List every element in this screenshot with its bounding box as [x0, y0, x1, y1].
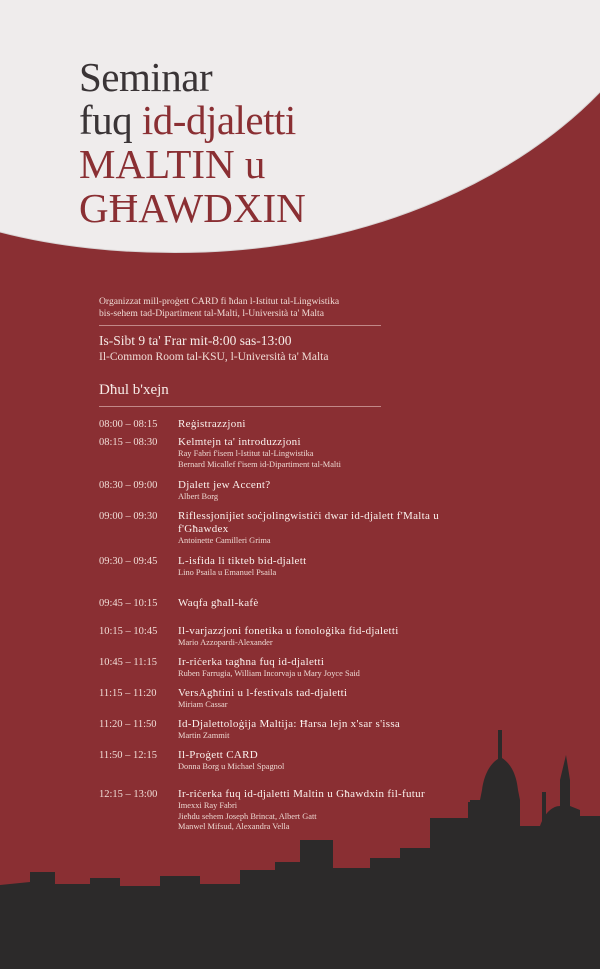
program-title: Djalett jew Accent? [178, 479, 271, 491]
program-description [178, 788, 478, 833]
program-description [178, 418, 478, 431]
program-time: 08:15 – 08:30 [99, 437, 158, 448]
title-line-3-main: MALTIN [79, 141, 235, 187]
program-time: 11:15 – 11:20 [99, 688, 157, 699]
program-title: Il-varjazzjoni fonetika u fonoloġika fid-djaletti [178, 625, 399, 637]
program-description [178, 749, 478, 773]
program-speaker: Donna Borg u Michael Spagnol [178, 762, 285, 771]
event-venue: Il-Common Room tal-KSU, l-Università ta' Malta [99, 351, 329, 363]
title-line-3 [79, 142, 306, 186]
title-line-1: Seminar [79, 54, 213, 100]
title-line-4: GĦAWDXIN [79, 185, 306, 231]
program-description [178, 510, 478, 547]
program-title: Il-Proġett CARD [178, 749, 258, 761]
admission-note: Dħul b'xejn [99, 382, 169, 398]
program-title: Ir-riċerka fuq id-djaletti Maltin u Għawdxin fil-futur [178, 788, 425, 800]
program-time: 10:45 – 11:15 [99, 657, 157, 668]
program-speaker: Imexxi Ray Fabri [178, 801, 238, 810]
program-title: VersAgħtini u l-festivals tad-djaletti [178, 687, 348, 699]
program-speaker: Albert Borg [178, 492, 219, 501]
program-speaker: Antoinette Camilleri Grima [178, 536, 271, 545]
program-time: 09:30 – 09:45 [99, 556, 158, 567]
program-description [178, 656, 478, 680]
program-speaker: Bernard Micallef f'isem id-Dipartiment tal-Malti [178, 459, 341, 469]
event-date: Is-Sibt 9 ta' Frar mit-8:00 sas-13:00 [99, 333, 292, 348]
program-speaker: Martin Zammit [178, 731, 230, 740]
program-description [178, 687, 478, 711]
program-speaker: Miriam Cassar [178, 700, 228, 709]
title-line-2 [79, 99, 306, 142]
program-title: Id-Djalettoloġija Maltija: Ħarsa lejn x'sar s'issa [178, 718, 401, 730]
divider [99, 406, 381, 407]
program-title: Riflessjonijiet soċjolingwistiċi dwar id-djalett f'Malta u f'Għawdex [178, 510, 440, 535]
program-time: 09:45 – 10:15 [99, 598, 158, 609]
program-title: Reġistrazzjoni [178, 418, 246, 430]
title-line-3-conj: u [234, 141, 266, 187]
program-description [178, 625, 478, 649]
program-title: Waqfa għall-kafè [178, 597, 259, 609]
program-time: 11:20 – 11:50 [99, 719, 157, 730]
title-line-2-prefix: fuq [79, 97, 142, 143]
program-description [178, 479, 478, 503]
program-speaker: Ruben Farrugia, William Incorvaja u Mary Joyce Said [178, 669, 360, 678]
program-time: 08:00 – 08:15 [99, 419, 158, 430]
program-time: 09:00 – 09:30 [99, 511, 158, 522]
program-title: Ir-riċerka tagħna fuq id-djaletti [178, 656, 325, 668]
seminar-title [79, 56, 306, 230]
program-speaker: Ray Fabri f'isem l-Istitut tal-Lingwistika [178, 449, 314, 458]
program-title: Kelmtejn ta' introduzzjoni [178, 436, 301, 448]
program-description [178, 597, 478, 610]
program-time: 08:30 – 09:00 [99, 480, 158, 491]
program-description [178, 436, 478, 470]
program-speaker: Lino Psaila u Emanuel Psaila [178, 568, 277, 577]
title-line-2-accent: id-djaletti [141, 97, 296, 143]
program-speaker: Jieħdu sehem Joseph Brincat, Albert Gatt [178, 811, 317, 821]
organizers-line-1: Organizzat mill-proġett CARD fi ħdan l-Istitut tal-Lingwistika [99, 296, 340, 307]
organizers [99, 296, 381, 320]
program-speaker: Mario Azzopardi-Alexander [178, 638, 273, 647]
program-description [178, 718, 478, 742]
program-description [178, 555, 478, 579]
organizers-line-2: bis-sehem tad-Dipartiment tal-Malti, l-Università ta' Malta [99, 308, 324, 319]
program-time: 10:15 – 10:45 [99, 626, 158, 637]
program-title: L-isfida li tikteb bid-djalett [178, 555, 307, 567]
divider [99, 325, 381, 326]
program-speaker: Manwel Mifsud, Alexandra Vella [178, 822, 290, 831]
program-time: 11:50 – 12:15 [99, 750, 157, 761]
program-time: 12:15 – 13:00 [99, 789, 158, 800]
